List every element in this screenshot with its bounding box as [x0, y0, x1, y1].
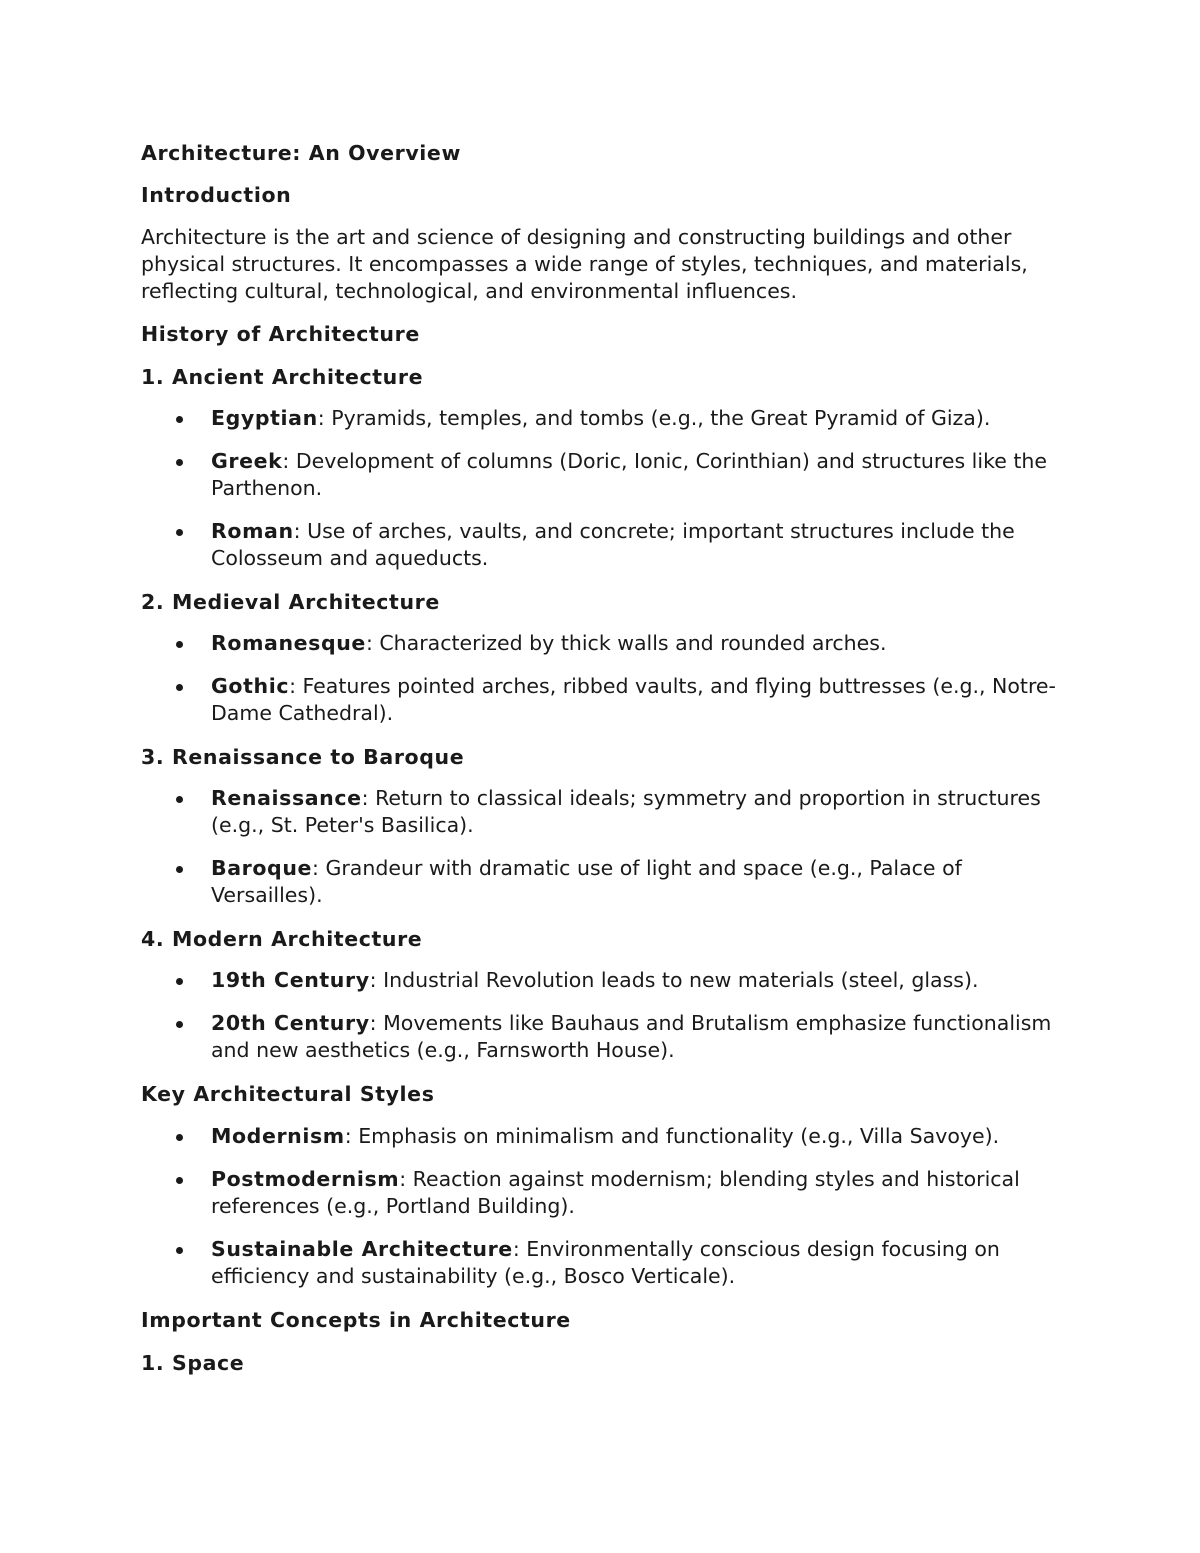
item-term: 19th Century [211, 968, 370, 992]
list-item [141, 448, 1071, 502]
ancient-architecture-heading: 1. Ancient Architecture [141, 365, 424, 389]
bullet-icon [176, 416, 183, 423]
list-item [141, 518, 1071, 572]
item-term: Postmodernism [211, 1167, 400, 1191]
renaissance-baroque-list [141, 785, 1071, 909]
document-page [141, 139, 1071, 1391]
item-description: : Environmentally conscious design focusing on efficiency and sustainability (e.g., Bosco Verticale). [211, 1237, 1000, 1288]
bullet-icon [176, 866, 183, 873]
bullet-icon [176, 641, 183, 648]
bullet-icon [176, 1247, 183, 1254]
list-item [141, 785, 1071, 839]
item-term: Renaissance [211, 786, 362, 810]
list-item [141, 855, 1071, 909]
item-description: : Characterized by thick walls and rounded arches. [365, 631, 887, 655]
list-item [141, 1166, 1071, 1220]
item-description: : Use of arches, vaults, and concrete; important structures include the Colosseum and aqueducts. [211, 519, 1015, 570]
ancient-architecture-list [141, 405, 1071, 572]
item-description: : Features pointed arches, ribbed vaults, and flying buttresses (e.g., Notre-Dame Cathedral). [211, 674, 1056, 725]
renaissance-baroque-heading: 3. Renaissance to Baroque [141, 745, 465, 769]
item-term: Romanesque [211, 631, 366, 655]
bullet-icon [176, 529, 183, 536]
concepts-heading: Important Concepts in Architecture [141, 1308, 571, 1332]
list-item [141, 967, 1071, 994]
item-term: Baroque [211, 856, 313, 880]
list-item [141, 1010, 1071, 1064]
modern-architecture-heading: 4. Modern Architecture [141, 927, 423, 951]
item-description: : Emphasis on minimalism and functionality (e.g., Villa Savoye). [344, 1124, 1000, 1148]
list-item [141, 630, 1071, 657]
list-item [141, 673, 1071, 727]
item-description: : Movements like Bauhaus and Brutalism emphasize functionalism and new aesthetics (e.g., Farnsworth House). [211, 1011, 1052, 1062]
medieval-architecture-list [141, 630, 1071, 727]
item-description: : Industrial Revolution leads to new materials (steel, glass). [369, 968, 979, 992]
item-term: Gothic [211, 674, 290, 698]
modern-architecture-list [141, 967, 1071, 1064]
item-description: : Pyramids, temples, and tombs (e.g., the Great Pyramid of Giza). [317, 406, 991, 430]
medieval-architecture-heading: 2. Medieval Architecture [141, 590, 440, 614]
item-term: Roman [211, 519, 294, 543]
introduction-paragraph: Architecture is the art and science of designing and constructing buildings and other physical structures. It encompasses a wide range of styles, techniques, and materials, reflecting cultural, technological, and environmental influences. [141, 225, 1028, 303]
history-heading: History of Architecture [141, 322, 420, 346]
key-styles-heading: Key Architectural Styles [141, 1082, 435, 1106]
item-description: : Reaction against modernism; blending styles and historical references (e.g., Portland Building). [211, 1167, 1020, 1218]
list-item [141, 405, 1071, 432]
item-description: : Grandeur with dramatic use of light and space (e.g., Palace of Versailles). [211, 856, 962, 907]
bullet-icon [176, 796, 183, 803]
item-description: : Development of columns (Doric, Ionic, Corinthian) and structures like the Parthenon. [211, 449, 1047, 500]
bullet-icon [176, 1021, 183, 1028]
bullet-icon [176, 1134, 183, 1141]
bullet-icon [176, 1177, 183, 1184]
list-item [141, 1236, 1071, 1290]
space-heading: 1. Space [141, 1351, 245, 1375]
item-term: Sustainable Architecture [211, 1237, 513, 1261]
list-item [141, 1123, 1071, 1150]
item-term: 20th Century [211, 1011, 370, 1035]
item-term: Greek [211, 449, 283, 473]
document-title: Architecture: An Overview [141, 141, 461, 165]
bullet-icon [176, 459, 183, 466]
bullet-icon [176, 684, 183, 691]
key-styles-list [141, 1123, 1071, 1290]
item-description: : Return to classical ideals; symmetry and proportion in structures (e.g., St. Peter's Basilica). [211, 786, 1041, 837]
item-term: Egyptian [211, 406, 318, 430]
bullet-icon [176, 978, 183, 985]
item-term: Modernism [211, 1124, 345, 1148]
introduction-heading: Introduction [141, 183, 292, 207]
